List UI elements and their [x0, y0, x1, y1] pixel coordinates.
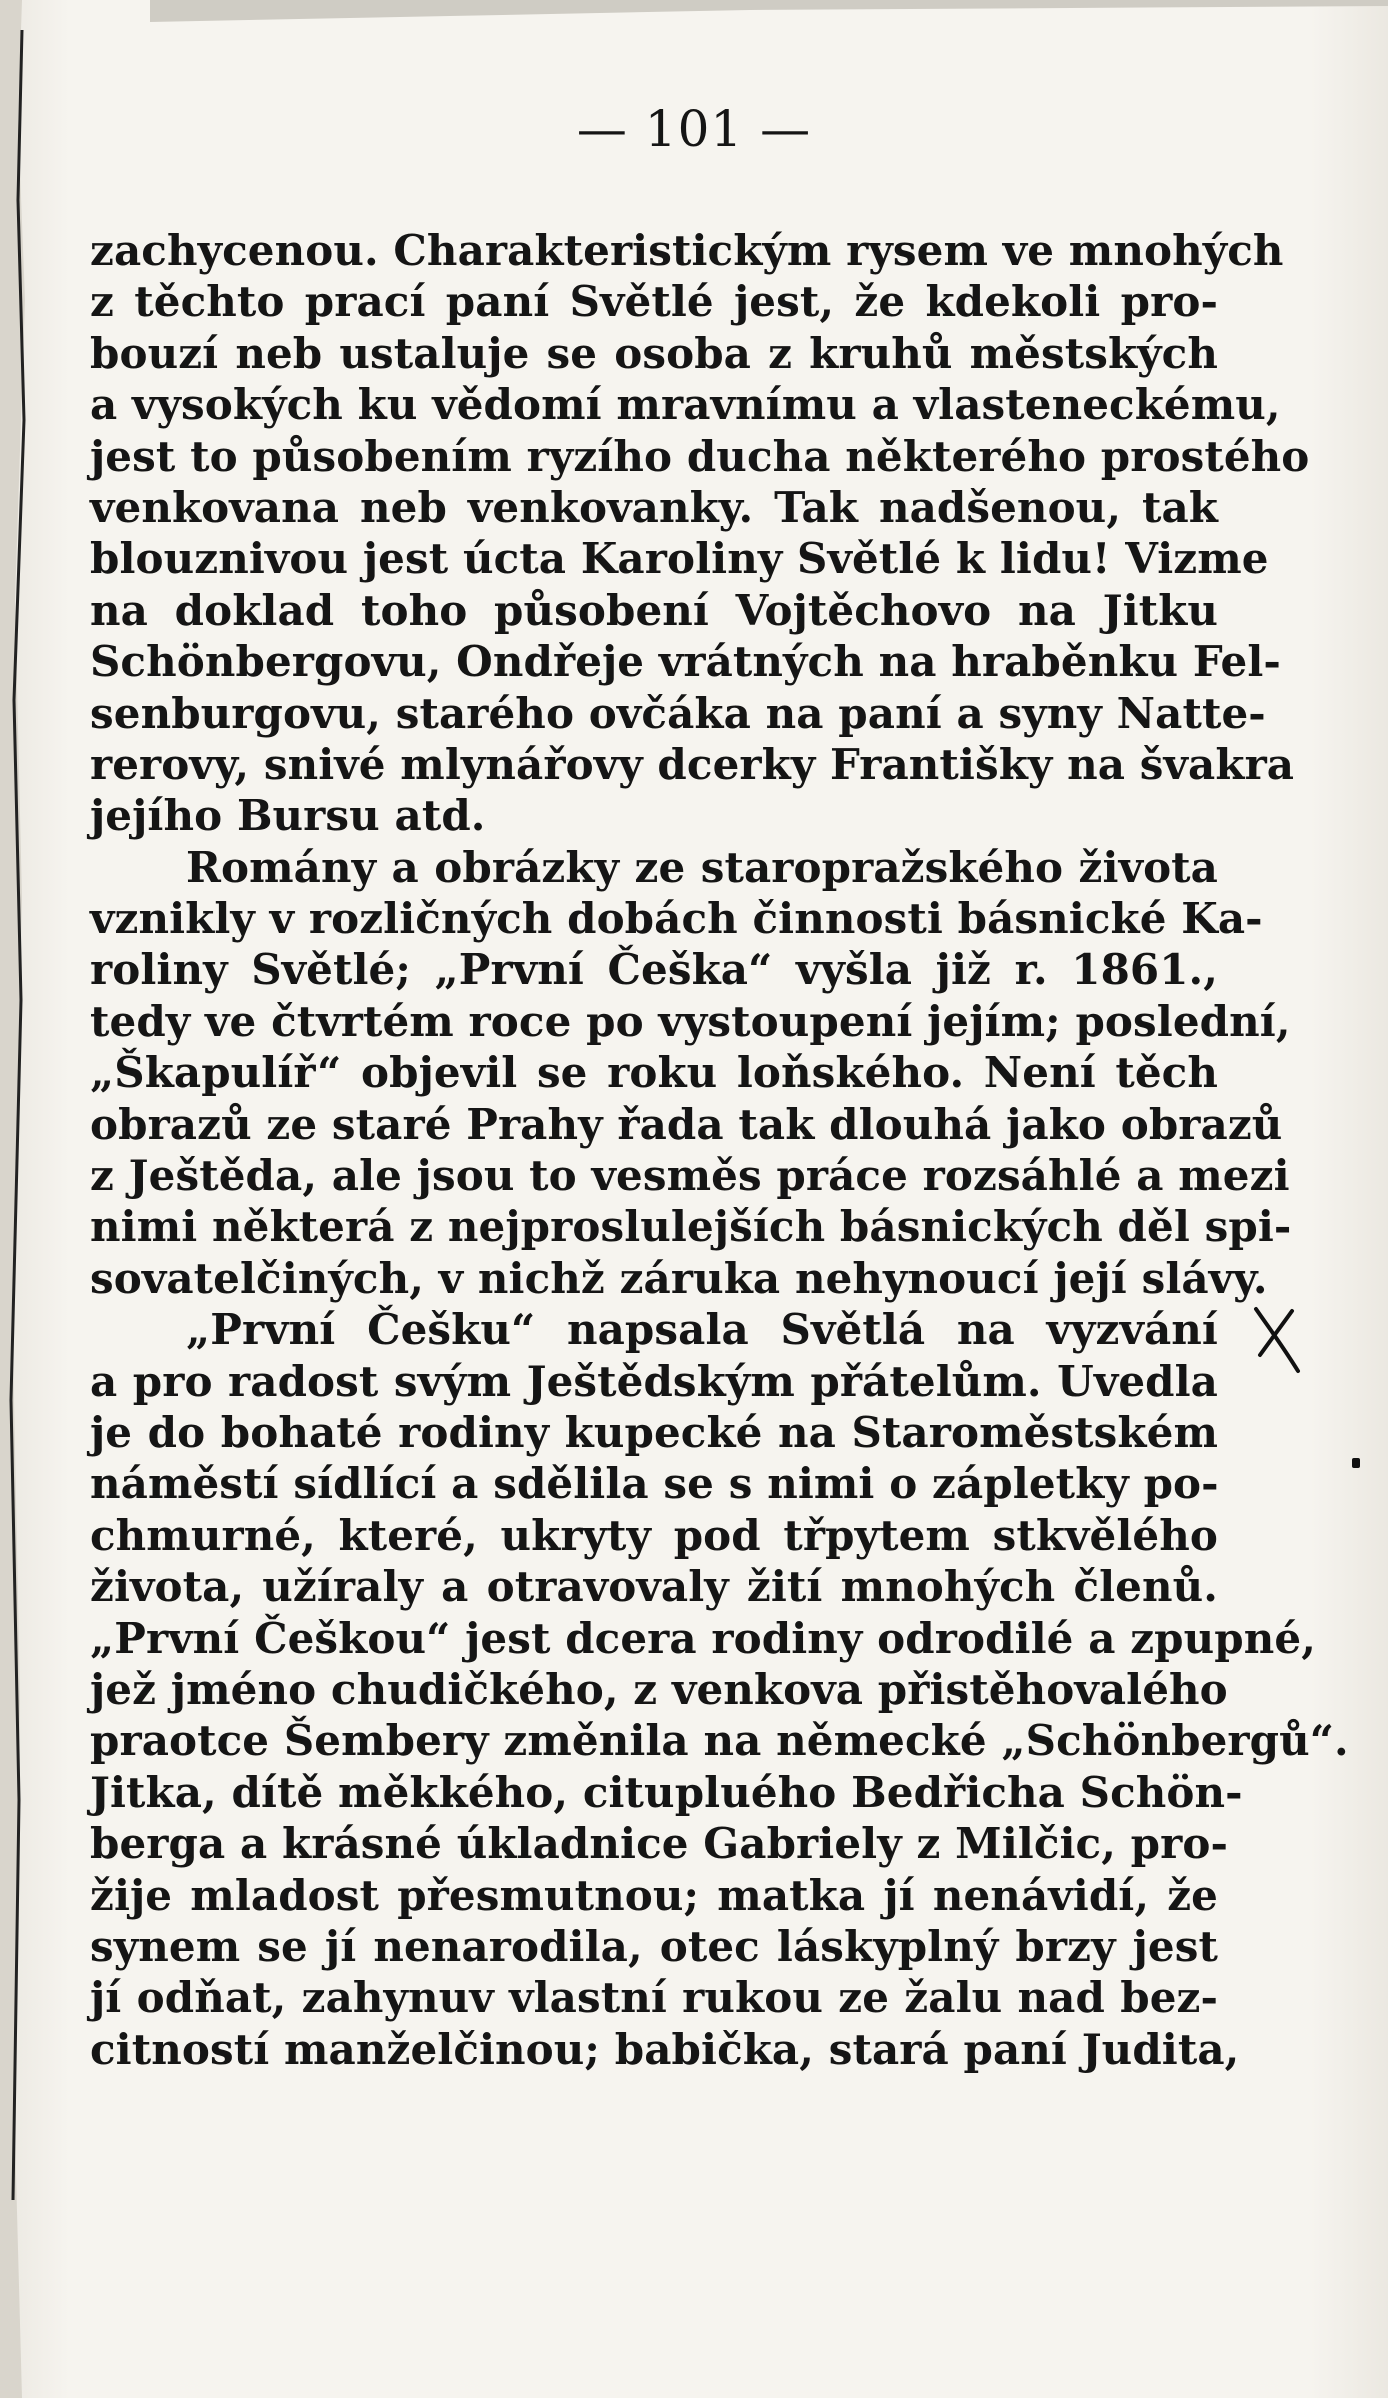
text-line: Jitka, dítě měkkého, citupluého Bedřicha Schön-: [90, 1767, 1243, 1817]
text-line: rerovy, snivé mlynářovy dcerky Františky na švakra: [90, 739, 1295, 789]
text-line: jejího Bursu atd.: [90, 791, 486, 841]
paragraph: [90, 842, 1292, 1305]
text-line: roliny Světlé; „První Češka“ vyšla již r. 1861.,: [90, 945, 1218, 995]
text-line: venkovana neb venkovanky. Tak nadšenou, tak: [90, 482, 1218, 532]
margin-x-mark-icon: [1252, 1305, 1302, 1375]
text-line: „První Češkou“ jest dcera rodiny odrodilé a zpupné,: [90, 1613, 1316, 1663]
text-line: sovatelčiných, v nichž záruka nehynoucí její slávy.: [90, 1253, 1268, 1303]
torn-left-edge: [0, 0, 40, 2398]
top-shadow-edge: [150, 0, 1388, 22]
text-line: senburgovu, starého ovčáka na paní a syny Natte-: [90, 688, 1266, 738]
text-line: na doklad toho působení Vojtěchovo na Jitku: [90, 585, 1218, 635]
text-line: obrazů ze staré Prahy řada tak dlouhá jako obrazů: [90, 1099, 1283, 1149]
margin-dot-mark: [1352, 1458, 1360, 1468]
text-line: bouzí neb ustaluje se osoba z kruhů městských: [90, 328, 1218, 378]
text-line: z Ještěda, ale jsou to vesměs práce rozsáhlé a mezi: [90, 1151, 1290, 1201]
page-number: — 101 —: [576, 100, 812, 158]
paragraph: [90, 1304, 1349, 2075]
text-line: synem se jí nenarodila, otec láskyplný brzy jest: [90, 1921, 1218, 1971]
text-line: tedy ve čtvrtém roce po vystoupení jejím; poslední,: [90, 996, 1291, 1046]
text-line: „První Češku“ napsala Světlá na vyzvání: [186, 1305, 1218, 1355]
text-line: vznikly v rozličných dobách činnosti básnické Ka-: [90, 894, 1263, 944]
text-line: z těchto prací paní Světlé jest, že kdekoli pro-: [90, 277, 1218, 327]
text-line: Schönbergovu, Ondřeje vrátných na hraběnku Fel-: [90, 637, 1281, 687]
text-line: berga a krásné úkladnice Gabriely z Milčic, pro-: [90, 1819, 1228, 1869]
text-line: jí odňat, zahynuv vlastní rukou ze žalu nad bez-: [90, 1973, 1218, 2023]
paragraph: [90, 225, 1310, 842]
text-line: blouznivou jest úcta Karoliny Světlé k lidu! Vizme: [90, 534, 1269, 584]
text-line: a vysokých ku vědomí mravnímu a vlasteneckému,: [90, 380, 1281, 430]
text-line: jest to působením ryzího ducha některého prostého: [90, 431, 1310, 481]
text-line: nimi některá z nejproslulejších básnických děl spi-: [90, 1202, 1292, 1252]
text-line: praotce Šembery změnila na německé „Schönbergů“.: [90, 1716, 1349, 1766]
text-line: života, užíraly a otravovaly žití mnohých členů.: [90, 1562, 1218, 1612]
body-text: [90, 225, 1349, 2075]
text-line: náměstí sídlící a sdělila se s nimi o zápletky po-: [90, 1459, 1219, 1509]
text-line: jež jméno chudičkého, z venkova přistěhovalého: [90, 1664, 1228, 1714]
text-line: „Škapulíř“ objevil se roku loňského. Není těch: [90, 1048, 1218, 1098]
text-line: a pro radost svým Ještědským přátelům. Uvedla: [90, 1356, 1218, 1406]
text-line: je do bohaté rodiny kupecké na Staroměstském: [90, 1407, 1218, 1457]
text-line: zachycenou. Charakteristickým rysem ve mnohých: [90, 226, 1284, 275]
text-line: chmurné, které, ukryty pod třpytem stkvělého: [90, 1510, 1218, 1560]
text-line: Romány a obrázky ze staropražského života: [186, 842, 1218, 892]
text-line: citností manželčinou; babička, stará paní Judita,: [90, 2024, 1240, 2074]
text-line: žije mladost přesmutnou; matka jí nenávidí, že: [90, 1870, 1218, 1920]
